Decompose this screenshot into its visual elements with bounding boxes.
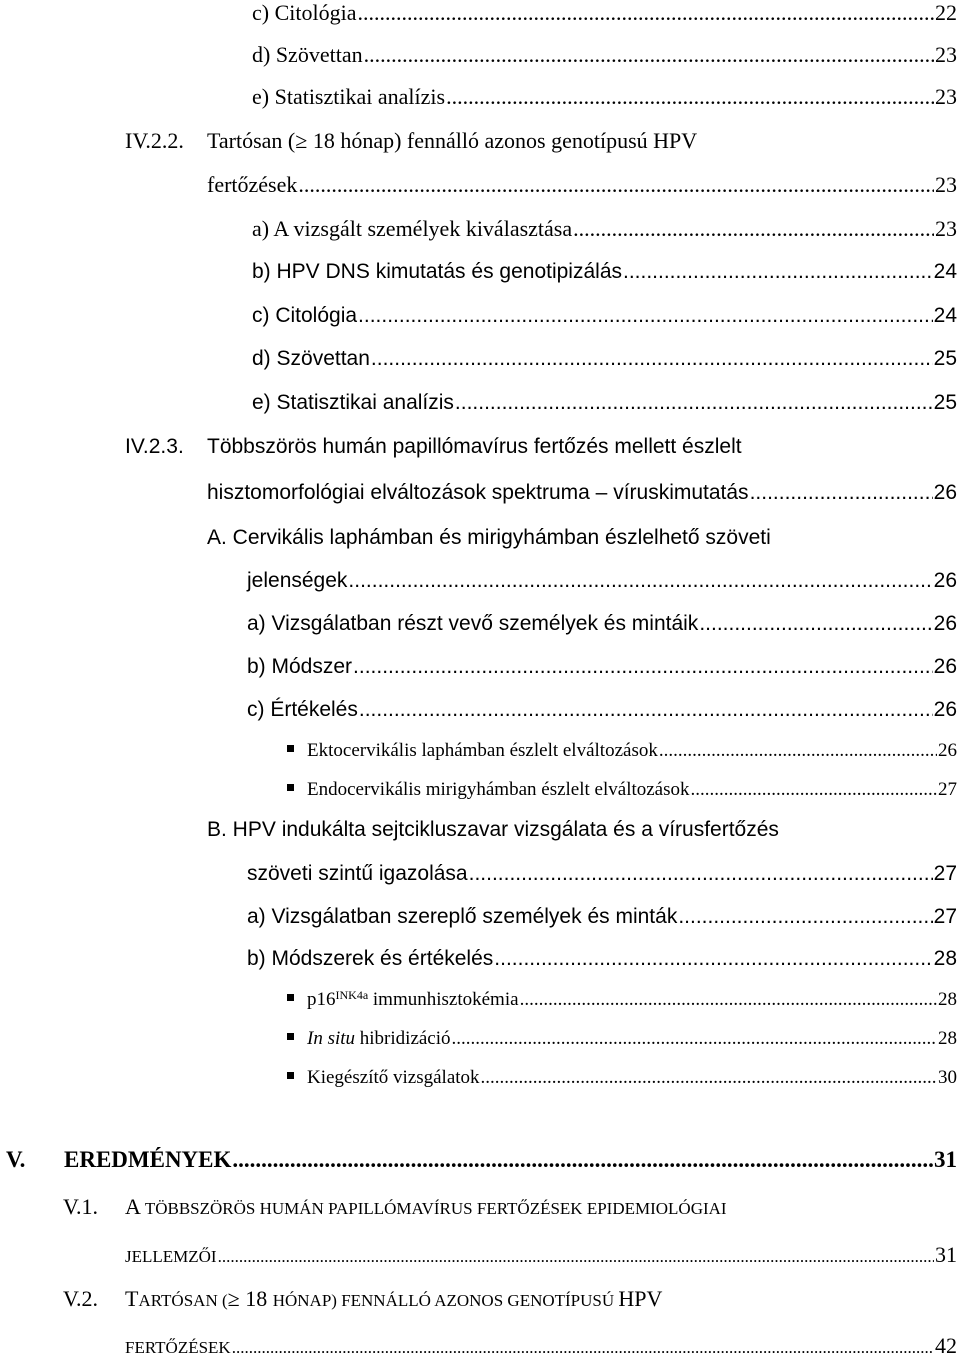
toc-entry-title: TÖBBSZÖRÖS HUMÁN PAPILLÓMAVÍRUS FERTŐZÉSEK EPIDEMIOLÓGIAI	[140, 1199, 727, 1218]
in-situ-label: In situ	[307, 1028, 356, 1049]
toc-entry-title: d) Szövettan	[252, 347, 370, 370]
toc-entry-bullet[interactable]	[287, 1067, 957, 1089]
toc-entry-title: fertőzések	[207, 172, 298, 197]
toc-leader-dots	[573, 216, 934, 242]
toc-entry-title	[6, 1147, 231, 1173]
toc-entry[interactable]	[125, 1242, 957, 1268]
toc-entry[interactable]	[252, 216, 957, 242]
toc-entry-bullet[interactable]	[287, 1028, 957, 1050]
toc-entry[interactable]	[252, 260, 957, 284]
toc-entry[interactable]	[247, 698, 957, 722]
toc-page-number: 23	[935, 84, 957, 109]
toc-page-number: 23	[935, 172, 957, 197]
toc-entry-title: jelenségek	[247, 569, 348, 592]
toc-entry-title: b) Módszerek és értékelés	[247, 947, 494, 970]
toc-page-number: 26	[933, 698, 957, 721]
toc-page-number: 28	[938, 989, 957, 1010]
toc-page-number: 27	[933, 905, 957, 928]
toc-entry-title	[287, 1028, 451, 1050]
ink4a-superscript: INK4a	[335, 988, 369, 1002]
toc-entry[interactable]	[207, 481, 957, 505]
toc-entry-heading[interactable]	[63, 1194, 727, 1220]
immunohistochemistry-label: immunhisztokémia	[368, 989, 519, 1010]
toc-entry[interactable]	[247, 905, 957, 929]
toc-entry-title: A. Cervikális laphámban és mirigyhámban észlelhető szöveti	[207, 526, 771, 549]
toc-leader-dots	[446, 84, 934, 110]
toc-leader-dots	[364, 42, 934, 68]
toc-entry-title: JELLEMZŐI	[125, 1247, 217, 1266]
toc-page-number: 26	[933, 655, 957, 678]
title-part: ARTÓSAN (	[138, 1291, 228, 1310]
toc-entry[interactable]	[252, 0, 957, 26]
toc-leader-dots	[357, 0, 934, 26]
smallcaps-initial: T	[125, 1286, 139, 1311]
toc-page-number: 22	[935, 0, 957, 25]
toc-leader-dots	[494, 947, 932, 971]
toc-entry-title: b) HPV DNS kimutatás és genotipizálás	[252, 260, 622, 283]
toc-leader-dots	[358, 304, 933, 328]
chapter-title: EREDMÉNYEK	[64, 1147, 232, 1172]
toc-entry[interactable]	[252, 304, 957, 328]
toc-entry-title: a) Vizsgálatban részt vevő személyek és mintáik	[247, 612, 699, 635]
title-part: HPV	[618, 1286, 663, 1311]
toc-entry-heading[interactable]	[125, 435, 742, 459]
toc-entry-title: B. HPV indukálta sejtcikluszavar vizsgálata és a vírusfertőzés	[207, 818, 779, 841]
toc-entry-title: Ektocervikális laphámban észlelt elváltozások	[287, 740, 658, 762]
toc-page-number: 26	[933, 481, 957, 504]
toc-leader-dots	[691, 779, 937, 801]
toc-leader-dots	[232, 1147, 933, 1173]
toc-entry-title: hisztomorfológiai elváltozások spektruma – víruskimutatás	[207, 481, 749, 504]
toc-page-number: 24	[933, 304, 957, 327]
toc-entry-heading[interactable]	[207, 818, 779, 842]
toc-section-number: IV.2.2.	[125, 128, 184, 153]
toc-leader-dots	[359, 698, 933, 722]
toc-page-number: 26	[933, 612, 957, 635]
toc-entry[interactable]	[247, 612, 957, 636]
toc-page-number: 25	[933, 391, 957, 414]
toc-leader-dots	[218, 1247, 934, 1267]
toc-entry-title: Endocervikális mirigyhámban észlelt elváltozások	[287, 779, 690, 801]
toc-entry-title: a) A vizsgált személyek kiválasztása	[252, 216, 573, 241]
toc-leader-dots	[232, 1338, 934, 1358]
toc-page-number: 26	[933, 569, 957, 592]
toc-entry[interactable]	[252, 347, 957, 371]
toc-page-number: 31	[934, 1147, 957, 1172]
toc-entry-title: b) Módszer	[247, 655, 353, 678]
toc-page-number: 23	[935, 42, 957, 67]
toc-leader-dots	[623, 260, 933, 284]
toc-leader-dots	[353, 655, 933, 679]
toc-page-number: 31	[935, 1242, 957, 1267]
title-part: 18	[239, 1286, 273, 1311]
toc-entry-bullet[interactable]	[287, 779, 957, 801]
toc-leader-dots	[659, 740, 937, 762]
toc-entry-title: d) Szövettan	[252, 42, 363, 67]
toc-page-number: 26	[938, 740, 957, 761]
toc-entry-title: FERTŐZÉSEK	[125, 1338, 231, 1357]
toc-leader-dots	[481, 1067, 937, 1089]
toc-page-number: 28	[933, 947, 957, 970]
smallcaps-initial: A	[125, 1194, 141, 1219]
toc-entry[interactable]	[247, 655, 957, 679]
toc-leader-dots	[750, 481, 933, 505]
toc-page-number: 25	[933, 347, 957, 370]
greater-equal-symbol: ≥	[227, 1286, 240, 1311]
toc-entry[interactable]	[252, 391, 957, 415]
toc-entry[interactable]	[247, 569, 957, 593]
title-part: ) FENNÁLLÓ AZONOS GENOTÍPUSÚ	[331, 1291, 619, 1310]
toc-page-number: 27	[933, 862, 957, 885]
toc-entry-title: c) Értékelés	[247, 698, 358, 721]
toc-entry[interactable]	[207, 172, 957, 198]
toc-entry[interactable]	[125, 1333, 957, 1359]
toc-leader-dots	[371, 347, 933, 371]
toc-leader-dots	[678, 905, 932, 929]
toc-leader-dots	[699, 612, 932, 636]
toc-section-number: V.	[6, 1147, 26, 1172]
toc-leader-dots	[469, 862, 933, 886]
toc-entry-title: a) Vizsgálatban szereplő személyek és minták	[247, 905, 678, 928]
toc-chapter[interactable]	[6, 1147, 957, 1173]
toc-leader-dots	[455, 391, 933, 415]
toc-entry-title: szöveti szintű igazolása	[247, 862, 468, 885]
toc-section-number: IV.2.3.	[125, 435, 184, 458]
toc-leader-dots	[348, 569, 932, 593]
toc-entry-title: e) Statisztikai analízis	[252, 391, 454, 414]
toc-page-number: 42	[935, 1333, 957, 1358]
toc-entry-title: e) Statisztikai analízis	[252, 84, 446, 109]
toc-entry-heading[interactable]	[207, 526, 771, 550]
p16-label: p16	[307, 989, 336, 1010]
toc-page-number: 28	[938, 1028, 957, 1049]
toc-entry[interactable]	[247, 862, 957, 886]
toc-leader-dots	[298, 172, 934, 198]
toc-entry-heading[interactable]	[125, 128, 697, 154]
toc-entry-title: Tartósan (≥ 18 hónap) fennálló azonos genotípusú HPV	[207, 128, 698, 153]
toc-page-number: 23	[935, 216, 957, 241]
toc-entry[interactable]	[252, 84, 957, 110]
toc-page-number: 24	[933, 260, 957, 283]
toc-entry[interactable]	[252, 42, 957, 68]
toc-entry-bullet[interactable]	[287, 740, 957, 762]
toc-page-number: 30	[938, 1067, 957, 1088]
toc-entry-title: Többszörös humán papillómavírus fertőzés mellett észlelt	[207, 435, 742, 458]
toc-entry-title: c) Citológia	[252, 304, 358, 327]
toc-entry-title	[287, 989, 519, 1011]
toc-entry-title: Kiegészítő vizsgálatok	[287, 1067, 480, 1089]
title-part: HÓNAP	[272, 1291, 332, 1310]
toc-entry-heading[interactable]	[63, 1286, 662, 1312]
toc-entry-title: c) Citológia	[252, 0, 357, 25]
toc-entry-bullet[interactable]	[287, 989, 957, 1011]
toc-section-number: V.1.	[63, 1194, 99, 1219]
toc-section-number: V.2.	[63, 1286, 99, 1311]
toc-page-number: 27	[938, 779, 957, 800]
toc-leader-dots	[452, 1028, 937, 1050]
toc-entry[interactable]	[247, 947, 957, 971]
toc-leader-dots	[520, 989, 937, 1011]
hybridization-label: hibridizáció	[355, 1028, 451, 1049]
